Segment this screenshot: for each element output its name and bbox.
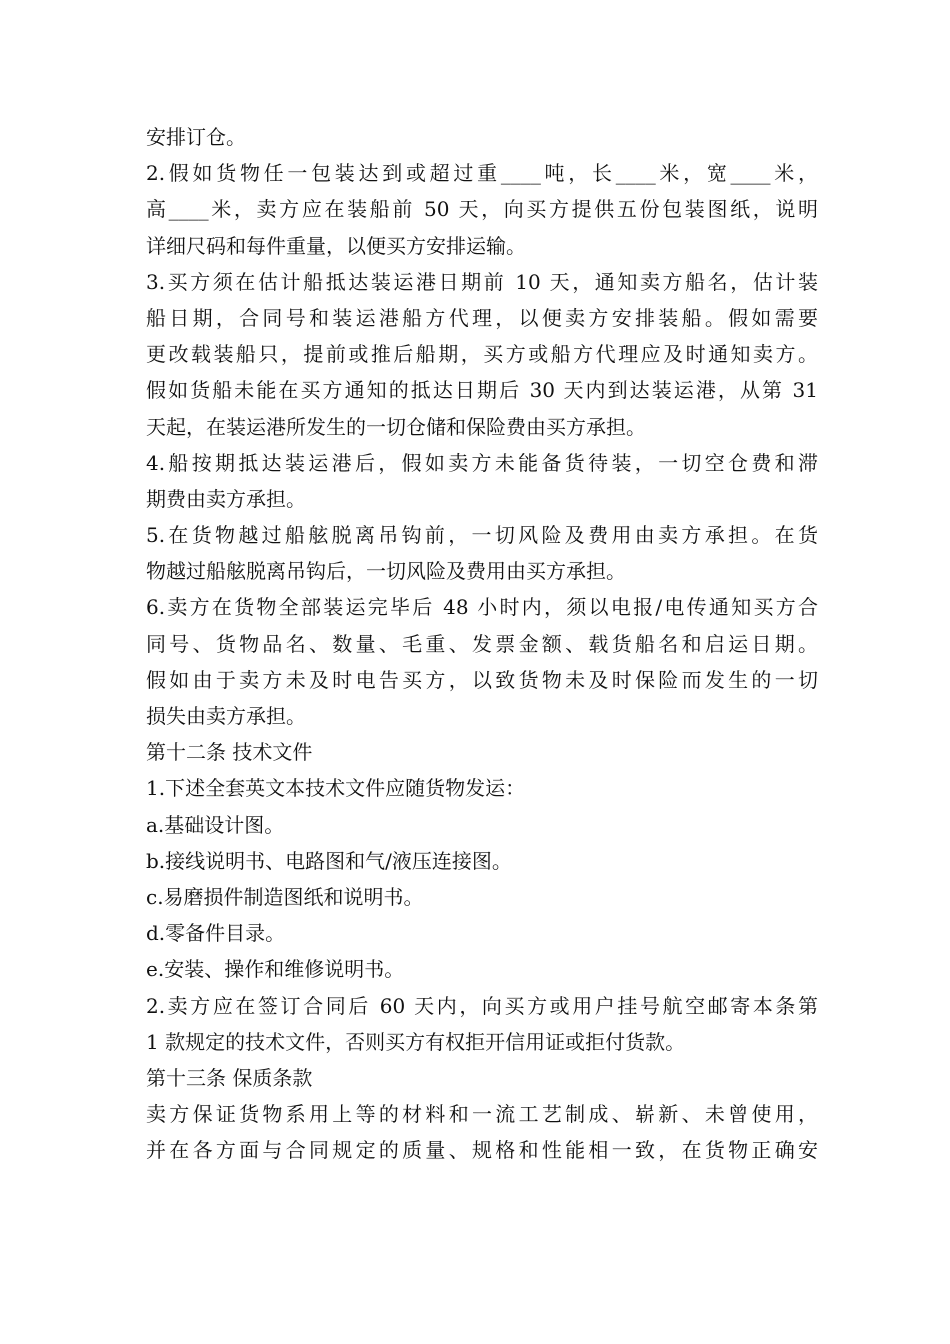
text-line: 物越过船舷脱离吊钩后，一切风险及费用由买方承担。	[146, 559, 626, 584]
text-line: 4.船按期抵达装运港后，假如卖方未能备货待装，一切空仓费和滞	[146, 450, 818, 475]
text-line: 6.卖方在货物全部装运完毕后 48 小时内，须以电报/电传通知买方合	[146, 595, 818, 620]
list-item: c.易磨损件制造图纸和说明书。	[146, 884, 424, 909]
text-line: 假如货船未能在买方通知的抵达日期后 30 天内到达装运港，从第 31	[146, 378, 818, 403]
text-line: 天起，在装运港所发生的一切仓储和保险费由买方承担。	[146, 414, 646, 439]
section-heading: 第十二条 技术文件	[146, 740, 313, 765]
list-item: a.基础设计图。	[146, 812, 285, 837]
text-line: 假如由于卖方未及时电告买方，以致货物未及时保险而发生的一切	[146, 667, 818, 692]
text-line: 同号、货物品名、数量、毛重、发票金额、载货船名和启运日期。	[146, 631, 818, 656]
list-item: b.接线说明书、电路图和气/液压连接图。	[146, 848, 512, 873]
text-line: 5.在货物越过船舷脱离吊钩前，一切风险及费用由卖方承担。在货	[146, 523, 818, 548]
text-line: 详细尺码和每件重量，以便买方安排运输。	[146, 233, 526, 258]
text-line: 并在各方面与合同规定的质量、规格和性能相一致，在货物正确安	[146, 1138, 818, 1163]
list-item: d.零备件目录。	[146, 921, 286, 946]
text-line: 更改载装船只，提前或推后船期，买方或船方代理应及时通知卖方。	[146, 342, 818, 367]
text-line: 船日期，合同号和装运港船方代理，以便卖方安排装船。假如需要	[146, 305, 818, 330]
text-line: 安排订仓。	[146, 125, 246, 149]
text-line: 3.买方须在估计船抵达装运港日期前 10 天，通知卖方船名，估计装	[146, 269, 818, 294]
text-line: 1.下述全套英文本技术文件应随货物发运：	[146, 776, 526, 801]
list-item: e.安装、操作和维修说明书。	[146, 957, 405, 982]
document-body	[146, 119, 818, 1168]
text-line: 损失由卖方承担。	[146, 704, 306, 728]
text-line: 期费由卖方承担。	[146, 486, 306, 511]
text-line: 2.假如货物任一包装达到或超过重____吨，长____米，宽____米，	[146, 161, 818, 186]
text-line: 高____米，卖方应在装船前 50 天，向买方提供五份包装图纸，说明	[146, 197, 818, 222]
section-heading: 第十三条 保质条款	[146, 1065, 313, 1090]
text-line: 2.卖方应在签订合同后 60 天内，向买方或用户挂号航空邮寄本条第	[146, 993, 818, 1018]
text-line: 卖方保证货物系用上等的材料和一流工艺制成、崭新、未曾使用，	[146, 1102, 818, 1127]
text-line: 1 款规定的技术文件，否则买方有权拒开信用证或拒付货款。	[146, 1029, 686, 1054]
